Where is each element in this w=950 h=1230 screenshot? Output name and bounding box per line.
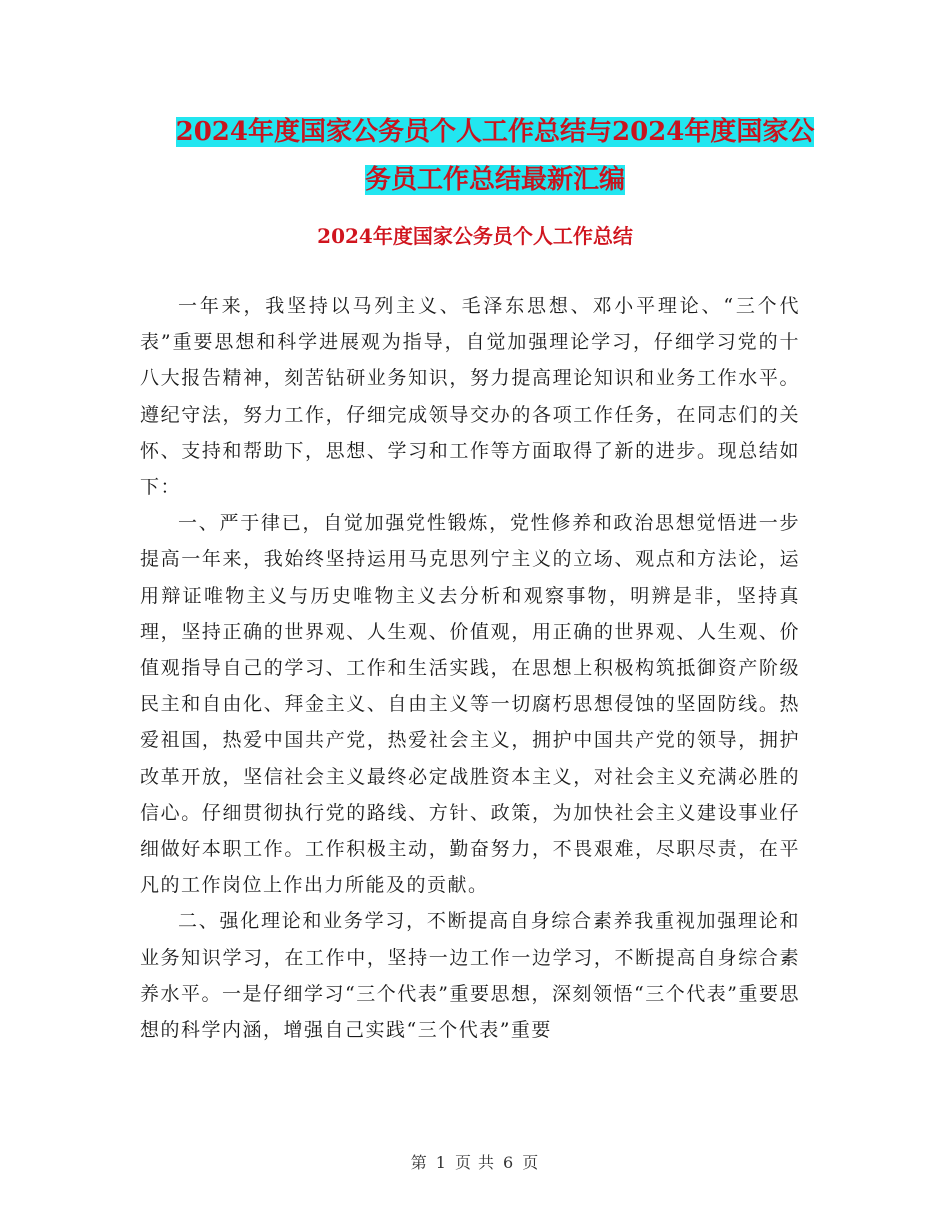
- paragraph: 二、强化理论和业务学习，不断提高自身综合素养我重视加强理论和业务知识学习，在工作中，坚持一边工作一边学习，不断提高自身综合素养水平。一是仔细学习“三个代表”重要思想，深刻领悟“三个代表”重要思想的科学内涵，增强自己实践“三个代表”重要: [140, 910, 800, 1042]
- section-title: 2024年度国家公务员个人工作总结: [317, 224, 633, 248]
- document-body: [140, 288, 800, 1048]
- paragraph: 一年来，我坚持以马列主义、毛泽东思想、邓小平理论、“三个代表”重要思想和科学进展观为指导，自觉加强理论学习，仔细学习党的十八大报告精神，刻苦钻研业务知识，努力提高理论知识和业务工作水平。遵纪守法，努力工作，仔细完成领导交办的各项工作任务，在同志们的关怀、支持和帮助下，思想、学习和工作等方面取得了新的进步。现总结如下：: [140, 295, 800, 499]
- page-footer: [0, 1150, 950, 1173]
- footer-prefix: 第: [410, 1153, 428, 1172]
- total-page-number: 6: [503, 1153, 515, 1172]
- footer-suffix: 页: [522, 1153, 540, 1172]
- footer-mid: 页 共: [454, 1153, 496, 1172]
- document-title-line2: 务员工作总结最新汇编: [364, 165, 625, 195]
- document-title: [140, 108, 850, 204]
- document-title-line1: 2024年度国家公务员个人工作总结与2024年度国家公: [175, 117, 815, 147]
- current-page-number: 1: [435, 1153, 447, 1172]
- paragraph: 一、严于律已，自觉加强党性锻炼，党性修养和政治思想觉悟进一步提高一年来，我始终坚持运用马克思列宁主义的立场、观点和方法论，运用辩证唯物主义与历史唯物主义去分析和观察事物，明辨是非，坚持真理，坚持正确的世界观、人生观、价值观，用正确的世界观、人生观、价值观指导自己的学习、工作和生活实践，在思想上积极构筑抵御资产阶级民主和自由化、拜金主义、自由主义等一切腐朽思想侵蚀的坚固防线。热爱祖国，热爱中国共产党，热爱社会主义，拥护中国共产党的领导，拥护改革开放，坚信社会主义最终必定战胜资本主义，对社会主义充满必胜的信心。仔细贯彻执行党的路线、方针、政策，为加快社会主义建设事业仔细做好本职工作。工作积极主动，勤奋努力，不畏艰难，尽职尽责，在平凡的工作岗位上作出力所能及的贡献。: [140, 512, 800, 897]
